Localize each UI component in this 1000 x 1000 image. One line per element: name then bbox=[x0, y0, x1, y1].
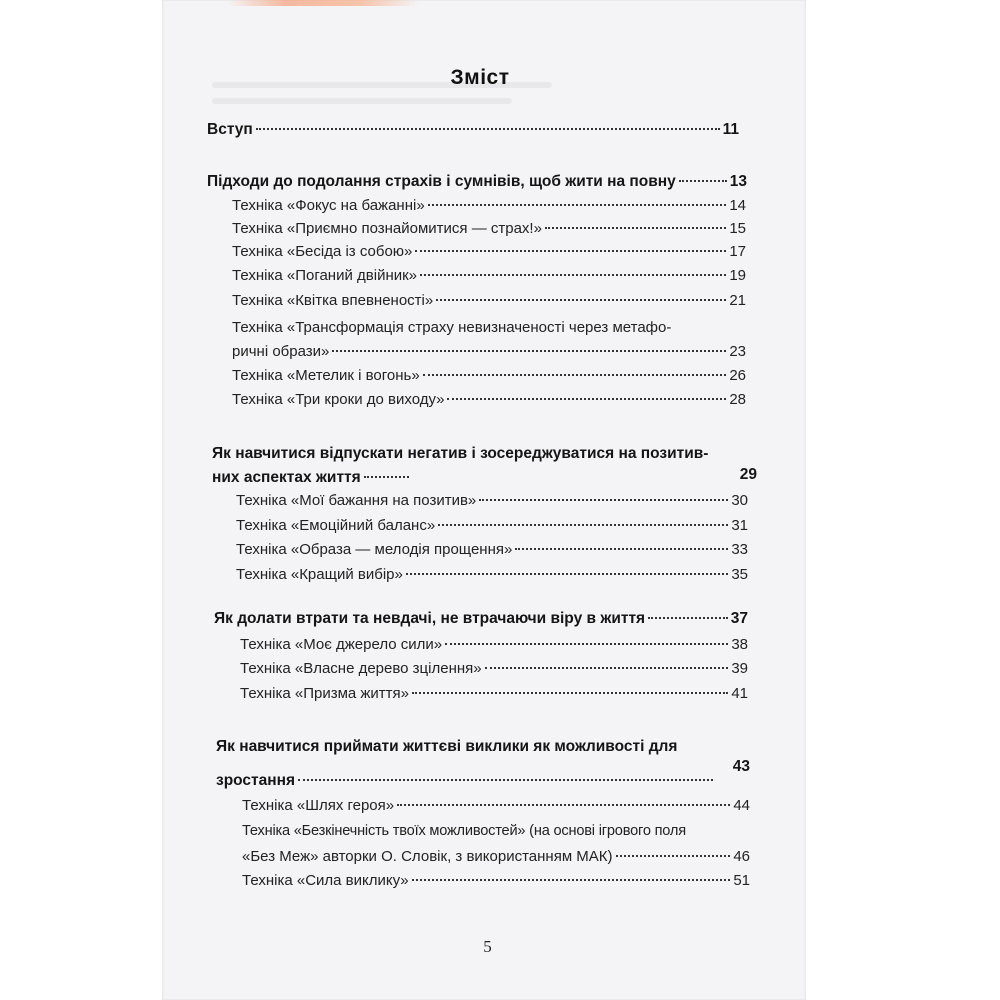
toc-entry[interactable] bbox=[232, 197, 746, 214]
toc-entry-label-line2: ричні образи» bbox=[232, 343, 330, 360]
toc-entry[interactable] bbox=[232, 292, 746, 309]
dot-leader bbox=[616, 855, 731, 857]
toc-section-heading[interactable] bbox=[216, 772, 716, 790]
toc-entry-label-line1: Техніка «Безкінечність твоїх можливостей» (на основі ігрового поля bbox=[242, 823, 686, 839]
toc-page-number: 35 bbox=[731, 566, 748, 583]
page-number: 5 bbox=[483, 937, 492, 956]
toc-page-number: 31 bbox=[731, 517, 748, 534]
toc-entry[interactable] bbox=[240, 636, 748, 653]
toc-entry-label: Техніка «Призма життя» bbox=[240, 685, 410, 702]
toc-entry[interactable] bbox=[232, 243, 746, 260]
toc-entry[interactable] bbox=[240, 685, 748, 702]
toc-entry[interactable] bbox=[236, 517, 748, 534]
toc-page-number: 51 bbox=[733, 872, 750, 889]
toc-entry-label-line2: зростання bbox=[216, 772, 296, 789]
dot-leader bbox=[406, 573, 728, 575]
toc-entry[interactable] bbox=[242, 848, 750, 865]
toc-entry-label: Техніка «Сила виклику» bbox=[242, 872, 409, 889]
dot-leader bbox=[485, 667, 729, 669]
dot-leader bbox=[364, 476, 409, 478]
toc-entry-label-line2: «Без Меж» авторки О. Словік, з використанням МАК) bbox=[242, 848, 613, 865]
toc-entry-label: Техніка «Образа — мелодія прощення» bbox=[236, 541, 513, 558]
toc-section-heading[interactable] bbox=[214, 610, 748, 628]
toc-section-heading-line1: Як навчитися приймати життєві виклики як можливості для bbox=[216, 738, 678, 755]
toc-entry-label: Техніка «Шлях героя» bbox=[242, 797, 395, 814]
toc-section-page[interactable] bbox=[727, 466, 757, 484]
toc-entry-label: Техніка «Кращий вибір» bbox=[236, 566, 403, 583]
toc-page-number: 17 bbox=[729, 243, 746, 260]
toc-page-number: 37 bbox=[730, 610, 748, 627]
toc-page-number: 30 bbox=[731, 492, 748, 509]
toc-entry[interactable] bbox=[236, 492, 748, 509]
toc-page-number: 44 bbox=[733, 797, 750, 814]
dot-leader bbox=[420, 274, 726, 276]
toc-page-number: 13 bbox=[729, 173, 747, 190]
page-title: Зміст bbox=[450, 66, 510, 89]
bleed-through-text bbox=[212, 98, 512, 104]
toc-entry-label: Підходи до подолання страхів і сумнівів, щоб жити на повну bbox=[207, 173, 676, 190]
toc-entry-label: Техніка «Метелик і вогонь» bbox=[232, 367, 420, 384]
dot-leader bbox=[445, 643, 728, 645]
toc-page-number: 46 bbox=[733, 848, 750, 865]
toc-entry-label: Техніка «Бесіда із собою» bbox=[232, 243, 413, 260]
toc-entry[interactable] bbox=[242, 872, 750, 889]
toc-entry[interactable] bbox=[232, 367, 746, 384]
toc-entry-label: Техніка «Емоційний баланс» bbox=[236, 517, 436, 534]
cover-accent-strip bbox=[228, 0, 418, 6]
dot-leader bbox=[545, 227, 726, 229]
toc-page-number: 29 bbox=[739, 466, 757, 483]
dot-leader bbox=[648, 617, 728, 619]
dot-leader bbox=[412, 692, 728, 694]
toc-section-page[interactable] bbox=[720, 758, 750, 776]
dot-leader bbox=[423, 374, 727, 376]
dot-leader bbox=[479, 499, 728, 501]
toc-entry[interactable] bbox=[232, 220, 746, 237]
toc-page-number: 28 bbox=[729, 391, 746, 408]
toc-entry[interactable] bbox=[232, 267, 746, 284]
toc-page-number: 33 bbox=[731, 541, 748, 558]
dot-leader bbox=[397, 804, 730, 806]
dot-leader bbox=[332, 350, 726, 352]
dot-leader bbox=[256, 128, 720, 130]
toc-entry[interactable] bbox=[242, 797, 750, 814]
toc-page-number: 14 bbox=[729, 197, 746, 214]
toc-entry-label-line2: них аспектах життя bbox=[212, 469, 361, 486]
toc-entry-label: Техніка «Поганий двійник» bbox=[232, 267, 418, 284]
toc-entry[interactable] bbox=[232, 343, 746, 360]
toc-section-heading[interactable] bbox=[212, 469, 412, 487]
toc-entry-label: Техніка «Фокус на бажанні» bbox=[232, 197, 425, 214]
toc-entry[interactable] bbox=[236, 566, 748, 583]
dot-leader bbox=[298, 779, 713, 781]
toc-page-number: 19 bbox=[729, 267, 746, 284]
dot-leader bbox=[679, 180, 727, 182]
toc-entry-label: Техніка «Приємно познайомитися — страх!» bbox=[232, 220, 542, 237]
toc-entry-label: Техніка «Три кроки до виходу» bbox=[232, 391, 445, 408]
toc-entry-label: Техніка «Мої бажання на позитив» bbox=[236, 492, 477, 509]
toc-section-heading-line1: Як навчитися відпускати негатив і зосереджуватися на позитив- bbox=[212, 445, 709, 462]
toc-entry-label-line1: Техніка «Трансформація страху невизначеності через метафо- bbox=[232, 319, 672, 336]
toc-entry-label: Техніка «Моє джерело сили» bbox=[240, 636, 443, 653]
dot-leader bbox=[428, 204, 727, 206]
toc-page-number: 41 bbox=[731, 685, 748, 702]
toc-entry[interactable] bbox=[236, 541, 748, 558]
dot-leader bbox=[415, 250, 726, 252]
toc-section-heading[interactable] bbox=[207, 173, 747, 191]
toc-page-number: 23 bbox=[729, 343, 746, 360]
toc-entry-label: Вступ bbox=[207, 121, 253, 138]
dot-leader bbox=[515, 548, 728, 550]
dot-leader bbox=[436, 299, 726, 301]
toc-page-number: 15 bbox=[729, 220, 746, 237]
toc-entry-label: Техніка «Власне дерево зцілення» bbox=[240, 660, 482, 677]
toc-entry-intro[interactable] bbox=[207, 121, 739, 139]
toc-entry-label: Техніка «Квітка впевненості» bbox=[232, 292, 434, 309]
dot-leader bbox=[438, 524, 728, 526]
toc-page-number: 38 bbox=[731, 636, 748, 653]
toc-page-number: 21 bbox=[729, 292, 746, 309]
toc-entry[interactable] bbox=[232, 391, 746, 408]
dot-leader bbox=[447, 398, 726, 400]
toc-entry[interactable] bbox=[240, 660, 748, 677]
toc-entry-label: Як долати втрати та невдачі, не втрачаючи віру в життя bbox=[214, 610, 646, 627]
toc-page-number: 39 bbox=[731, 660, 748, 677]
toc-page-number: 11 bbox=[722, 121, 739, 138]
toc-page-number: 43 bbox=[732, 758, 750, 775]
toc-page-number: 26 bbox=[729, 367, 746, 384]
dot-leader bbox=[412, 879, 731, 881]
